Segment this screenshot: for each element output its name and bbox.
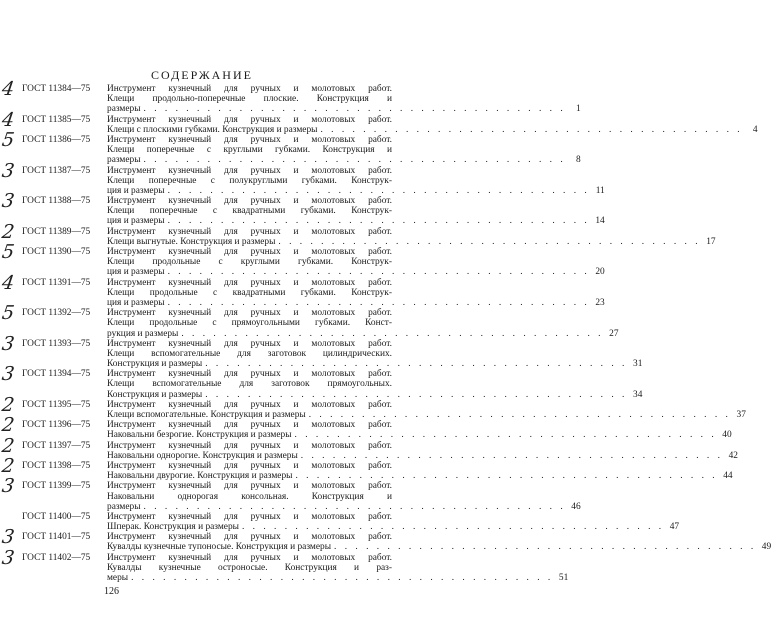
entry-page-number: 4	[752, 124, 758, 135]
entry-title-last-line	[107, 542, 771, 553]
standard-number: ГОСТ 11397—75	[22, 440, 91, 451]
entry-title	[107, 114, 758, 135]
dot-leader: . . . . . . . . . . . . . . . . . . . . . . . . . . . . . . . . . . . . . . . .	[241, 522, 665, 533]
handwritten-mark: 4	[0, 78, 16, 100]
entry-title-line: Кувалды кузнечные тупоносые. Конструкция и размеры	[107, 542, 331, 553]
standard-number: ГОСТ 11395—75	[22, 399, 91, 410]
entry-title-line: Наковальни однорогие. Конструкция и размеры	[107, 450, 298, 461]
entry-page-number: 31	[633, 359, 643, 370]
dot-leader: . . . . . . . . . . . . . . . . . . . . . . . . . . . . . . . . . . . . . . . .	[295, 471, 718, 482]
dot-leader: . . . . . . . . . . . . . . . . . . . . . . . . . . . . . . . . . . . . . . . .	[294, 430, 717, 441]
entry-title-line: Клещи вспомогательные. Конструкция и размеры	[107, 410, 306, 420]
entry-title-line: ция и размеры	[107, 297, 165, 308]
entry-title-line: Клещи поперечные с квадратными губками. Конструк-	[107, 206, 392, 217]
entry-title-line: Кувалды кузнечные остроносые. Конструкция и раз-	[107, 562, 392, 573]
entry-title-line: Клещи поперечные с полукруглыми губками. Конструк-	[107, 175, 392, 186]
entry-title	[107, 308, 619, 339]
entry-title-line: Инструмент кузнечный для ручных и молотовых работ.	[107, 226, 392, 237]
entry-title	[107, 532, 771, 553]
standard-number: ГОСТ 11386—75	[22, 134, 91, 145]
entry-title-last-line	[107, 104, 581, 115]
entry-title-line: Инструмент кузнечный для ручных и молотовых работ.	[107, 420, 392, 431]
entry-title	[107, 247, 605, 278]
entry-page-number: 47	[669, 522, 680, 533]
entry-page-number: 11	[595, 185, 605, 196]
entry-page-number: 1	[575, 104, 581, 115]
entry-title-last-line	[107, 185, 605, 196]
entry-title-line: Наковальни однорогая консольная. Конструкция и	[107, 491, 392, 502]
handwritten-mark: 2	[0, 454, 16, 477]
entry-title-line: ция и размеры	[107, 267, 165, 278]
entry-title-line: Инструмент кузнечный для ручных и молотовых работ.	[107, 481, 392, 492]
entry-title-line: Инструмент кузнечный для ручных и молотовых работ.	[107, 399, 392, 410]
entry-title-last-line	[107, 450, 738, 461]
entry-title-last-line	[107, 124, 758, 135]
entry-page-number: 49	[761, 542, 771, 553]
entry-page-number: 46	[571, 501, 581, 512]
entry-title-line: размеры	[107, 501, 141, 512]
dot-leader: . . . . . . . . . . . . . . . . . . . . . . . . . . . . . . . . . . . . . . . .	[143, 155, 566, 166]
handwritten-mark: 3	[0, 332, 16, 355]
entry-title-line: размеры	[107, 155, 141, 166]
dot-leader: . . . . . . . . . . . . . . . . . . . . . . . . . . . . . . . . . . . . . . . .	[320, 124, 743, 135]
entry-title-line: Инструмент кузнечный для ручных и молотовых работ.	[107, 308, 392, 319]
handwritten-mark: 3	[0, 526, 16, 549]
entry-title-last-line	[107, 389, 643, 400]
dot-leader: . . . . . . . . . . . . . . . . . . . . . . . . . . . . . . . . . . . . . . . .	[167, 297, 590, 308]
standard-number: ГОСТ 11394—75	[22, 369, 91, 380]
standard-number: ГОСТ 11399—75	[22, 481, 91, 492]
entry-page-number: 27	[609, 328, 619, 339]
handwritten-mark: 3	[0, 159, 16, 182]
entry-title-line: Инструмент кузнечный для ручных и молотовых работ.	[107, 552, 392, 563]
contents-entry	[0, 78, 581, 115]
dot-leader: . . . . . . . . . . . . . . . . . . . . . . . . . . . . . . . . . . . . . . . .	[278, 236, 701, 247]
entry-title-line: Инструмент кузнечный для ручных и молотовых работ.	[107, 114, 392, 125]
dot-leader: . . . . . . . . . . . . . . . . . . . . . . . . . . . . . . . . . . . . . . . .	[131, 573, 554, 583]
entry-title-line: Клещи вспомогательные для заготовок цилиндрических.	[107, 348, 392, 359]
entry-page-number: 44	[723, 471, 733, 482]
contents-entry	[0, 190, 605, 227]
dot-leader: . . . . . . . . . . . . . . . . . . . . . . . . . . . . . . . . . . . . . . . .	[167, 216, 590, 227]
handwritten-mark: 2	[0, 393, 16, 416]
entry-title-line: рукция и размеры	[107, 328, 179, 339]
handwritten-mark: 4	[0, 108, 16, 131]
entry-title-last-line	[107, 236, 716, 247]
handwritten-mark: 5	[0, 128, 16, 151]
handwritten-mark: 5	[0, 241, 16, 263]
entry-title-last-line	[107, 573, 569, 583]
standard-number: ГОСТ 11390—75	[22, 247, 91, 257]
page-number: 126	[104, 586, 119, 597]
handwritten-mark: 4	[0, 271, 16, 294]
handwritten-mark: 3	[0, 546, 16, 569]
entry-page-number: 20	[595, 267, 605, 278]
entry-page-number: 14	[595, 216, 605, 227]
handwritten-mark: 3	[0, 363, 16, 386]
dot-leader: . . . . . . . . . . . . . . . . . . . . . . . . . . . . . . . . . . . . . . . .	[205, 389, 628, 400]
entry-page-number: 37	[736, 410, 746, 420]
entry-page-number: 17	[706, 236, 716, 247]
entry-page-number: 34	[633, 389, 643, 400]
standard-number: ГОСТ 11385—75	[22, 114, 91, 125]
entry-title	[107, 460, 733, 482]
standard-number: ГОСТ 11398—75	[22, 460, 91, 471]
entry-page-number: 42	[728, 450, 738, 461]
entry-title	[107, 165, 605, 197]
entry-title-line: Инструмент кузнечный для ручных и молотовых работ.	[107, 511, 392, 522]
entry-title	[107, 481, 581, 512]
dot-leader: . . . . . . . . . . . . . . . . . . . . . . . . . . . . . . . . . . . . . . . .	[167, 267, 590, 278]
entry-title	[107, 552, 569, 584]
entry-title-last-line	[107, 410, 746, 420]
standard-number: ГОСТ 11387—75	[22, 165, 91, 176]
entry-title	[107, 277, 605, 309]
contents-heading: СОДЕРЖАНИЕ	[151, 68, 253, 82]
entry-title-line: Шперак. Конструкция и размеры	[107, 522, 239, 533]
entry-title-line: Конструкция и размеры	[107, 359, 203, 370]
entry-title-line: Инструмент кузнечный для ручных и молотовых работ.	[107, 196, 392, 207]
entry-page-number: 23	[595, 297, 605, 308]
entry-title	[107, 84, 581, 115]
standard-number: ГОСТ 11392—75	[22, 308, 91, 319]
entry-title-line: Клещи с плоскими губками. Конструкция и размеры	[107, 124, 318, 135]
entry-title	[107, 196, 605, 227]
entry-title	[107, 134, 581, 166]
entry-title	[107, 511, 680, 533]
entry-title-line: Клещи продольные с квадратными губками. Конструк-	[107, 287, 392, 298]
entry-title	[107, 226, 716, 247]
handwritten-mark: 2	[0, 220, 16, 243]
handwritten-mark: 2	[0, 434, 16, 457]
standard-number: ГОСТ 11396—75	[22, 420, 91, 431]
entry-title-line: Клещи продольные с круглыми губками. Конструк-	[107, 257, 392, 268]
dot-leader: . . . . . . . . . . . . . . . . . . . . . . . . . . . . . . . . . . . . . . . .	[143, 501, 566, 512]
entry-title-last-line	[107, 328, 619, 339]
entry-title-line: ция и размеры	[107, 185, 165, 196]
entry-title-line: Инструмент кузнечный для ручных и молотовых работ.	[107, 84, 392, 94]
entry-title-line: Инструмент кузнечный для ручных и молотовых работ.	[107, 369, 392, 380]
entry-title-last-line	[107, 297, 605, 308]
entry-title	[107, 338, 643, 370]
entry-page-number: 8	[575, 155, 581, 166]
contents-entry	[0, 108, 758, 135]
dot-leader: . . . . . . . . . . . . . . . . . . . . . . . . . . . . . . . . . . . . . . . .	[167, 185, 590, 196]
dot-leader: . . . . . . . . . . . . . . . . . . . . . . . . . . . . . . . . . . . . . . . .	[143, 104, 566, 115]
dot-leader: . . . . . . . . . . . . . . . . . . . . . . . . . . . . . . . . . . . . . . . .	[205, 359, 628, 370]
entry-title-line: Конструкция и размеры	[107, 389, 203, 400]
standard-number: ГОСТ 11389—75	[22, 226, 91, 237]
entry-title-line: Клещи вспомогательные для заготовок прямоугольных.	[107, 379, 392, 390]
handwritten-mark: 3	[0, 475, 16, 498]
handwritten-mark: 3	[0, 190, 16, 213]
entry-title-line: Инструмент кузнечный для ручных и молотовых работ.	[107, 134, 392, 145]
entry-title-line: Инструмент кузнечный для ручных и молотовых работ.	[107, 440, 392, 451]
entry-title	[107, 369, 643, 400]
entry-title-last-line	[107, 430, 732, 441]
entry-title-last-line	[107, 359, 643, 370]
entry-title-line: Клещи поперечные с круглыми губками. Конструкция и	[107, 145, 392, 156]
entry-title-last-line	[107, 522, 680, 533]
entry-title	[107, 399, 746, 420]
handwritten-mark: 5	[0, 302, 16, 325]
entry-title-line: меры	[107, 573, 129, 583]
dot-leader: . . . . . . . . . . . . . . . . . . . . . . . . . . . . . . . . . . . . . . . .	[334, 542, 757, 553]
entry-title-line: Инструмент кузнечный для ручных и молотовых работ.	[107, 277, 392, 288]
standard-number: ГОСТ 11391—75	[22, 277, 91, 288]
standard-number: ГОСТ 11384—75	[22, 84, 91, 94]
contents-entry	[0, 159, 605, 197]
dot-leader: . . . . . . . . . . . . . . . . . . . . . . . . . . . . . . . . . . . . . . . .	[308, 410, 731, 420]
contents-list	[0, 78, 771, 583]
entry-title-line: Наковальни двурогие. Конструкция и размеры	[107, 471, 293, 482]
entry-title-line: Клещи продольно-поперечные плоские. Конструкция и	[107, 94, 392, 105]
entry-title-line: Инструмент кузнечный для ручных и молотовых работ.	[107, 165, 392, 176]
dot-leader: . . . . . . . . . . . . . . . . . . . . . . . . . . . . . . . . . . . . . . . .	[300, 450, 723, 461]
contents-entry	[0, 511, 680, 533]
standard-number: ГОСТ 11401—75	[22, 532, 91, 543]
standard-number: ГОСТ 11388—75	[22, 196, 91, 207]
entry-title-last-line	[107, 155, 581, 166]
entry-title	[107, 440, 738, 461]
entry-page-number: 51	[558, 573, 569, 583]
handwritten-mark: 2	[0, 414, 16, 437]
dot-leader: . . . . . . . . . . . . . . . . . . . . . . . . . . . . . . . . . . . . . . . .	[181, 328, 604, 339]
standard-number: ГОСТ 11393—75	[22, 338, 91, 349]
entry-page-number: 40	[722, 430, 732, 441]
entry-title-line: Инструмент кузнечный для ручных и молотовых работ.	[107, 338, 392, 349]
entry-title-line: Инструмент кузнечный для ручных и молотовых работ.	[107, 532, 392, 543]
entry-title-last-line	[107, 471, 733, 482]
entry-title-line: Клещи продольные с прямоугольными губками. Конст-	[107, 318, 392, 329]
entry-title-last-line	[107, 267, 605, 278]
entry-title-line: размеры	[107, 104, 141, 115]
entry-title-line: ция и размеры	[107, 216, 165, 227]
entry-title-last-line	[107, 216, 605, 227]
standard-number: ГОСТ 11400—75	[22, 511, 91, 522]
entry-title-line: Инструмент кузнечный для ручных и молотовых работ.	[107, 247, 392, 257]
entry-title	[107, 420, 732, 441]
entry-title-last-line	[107, 501, 581, 512]
entry-title-line: Наковальни безрогие. Конструкция и размеры	[107, 430, 292, 441]
entry-title-line: Клещи выгнутые. Конструкция и размеры	[107, 236, 276, 247]
standard-number: ГОСТ 11402—75	[22, 552, 91, 563]
entry-title-line: Инструмент кузнечный для ручных и молотовых работ.	[107, 460, 392, 471]
